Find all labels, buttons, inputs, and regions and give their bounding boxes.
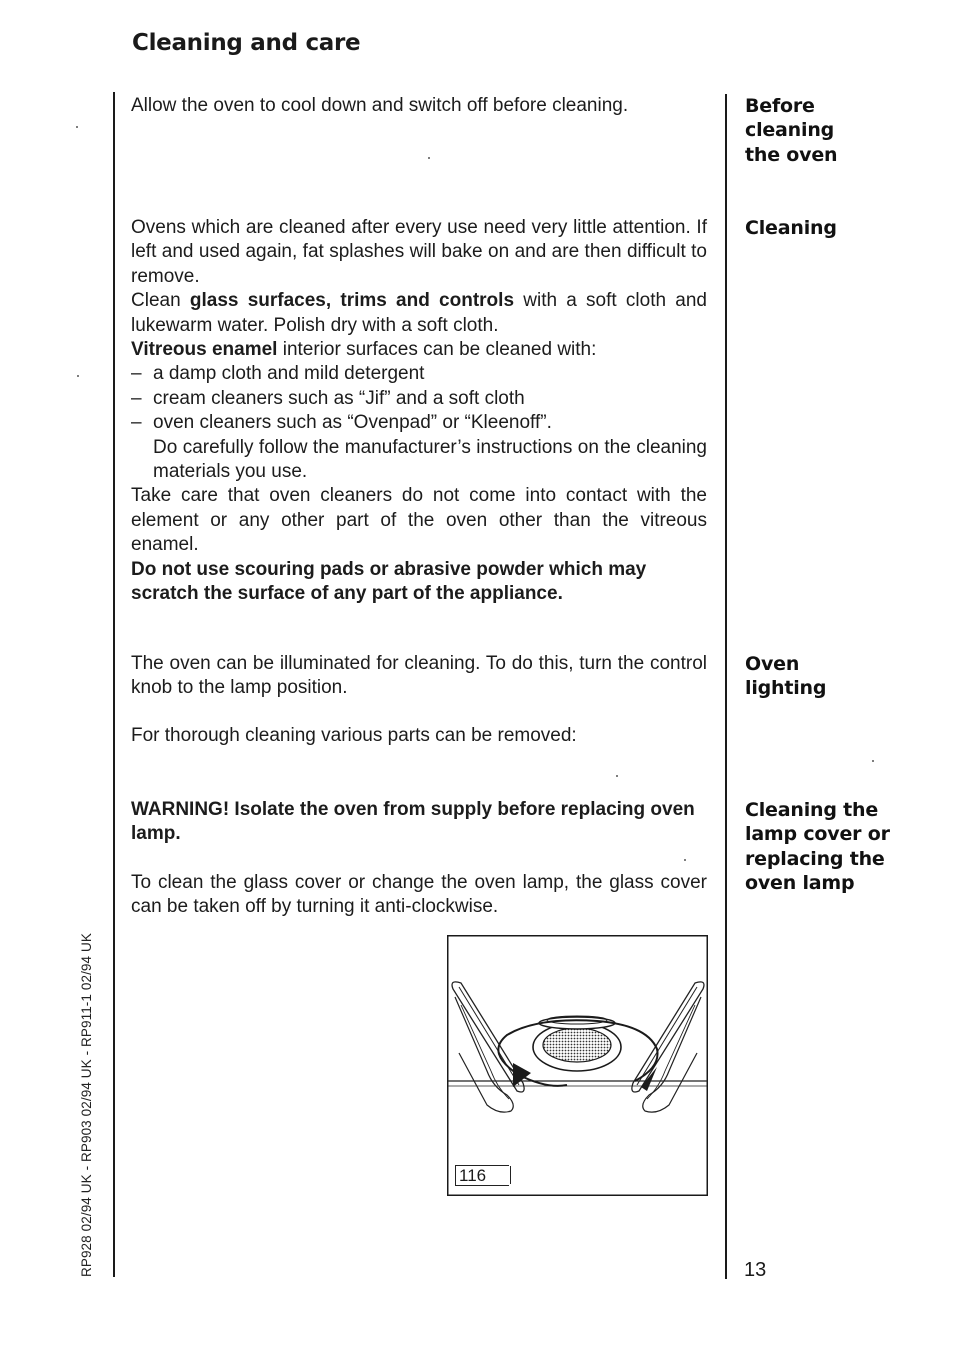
print-speck [684,859,686,861]
cleaning-paragraph-2: Clean glass surfaces, trims and controls with a soft cloth and lukewarm water. Polish dry with a soft cloth. [131,290,707,336]
cleaning-paragraph-4: Take care that oven cleaners do not come into contact with the element or any other part of the oven other than the vitreous enamel. [131,485,707,556]
before-cleaning-text: Allow the oven to cool down and switch off before cleaning. [131,95,629,116]
lamp-warning: WARNING! Isolate the oven from supply before replacing oven lamp. [131,799,695,845]
document-code: RP928 02/94 UK - RP903 02/94 UK - RP911-1 02/94 UK [79,933,94,1277]
heading-oven-lighting: Oven lighting [745,653,827,700]
oven-lighting-paragraph-2: For thorough cleaning various parts can be removed: [131,725,577,746]
lamp-warning-block [131,798,707,847]
lamp-cover-text: To clean the glass cover or change the oven lamp, the glass cover can be taken off by turning it anti-clockwise. [131,872,707,918]
list-item: – cream cleaners such as “Jif” and a soft cloth [131,387,525,409]
print-speck [77,375,79,377]
page-number: 13 [744,1259,767,1281]
column-divider-rule [725,94,727,1279]
heading-cleaning: Cleaning [745,217,837,239]
list-item: – oven cleaners such as “Ovenpad” or “Kleenoff”. [131,412,552,434]
print-speck [428,157,430,159]
print-speck [872,760,874,762]
lamp-cover-block [131,871,707,920]
page-title: Cleaning and care [132,30,361,56]
cleaner-list [131,362,707,435]
cleaning-section [131,216,707,607]
oven-lighting-section [131,652,707,701]
print-speck [76,126,78,128]
oven-lighting-paragraph-2-block [131,724,707,748]
lamp-cover-drawing [447,935,708,1196]
heading-before-cleaning: Before cleaning the oven [745,95,838,166]
lamp-cover-illustration [447,935,708,1196]
list-item: – a damp cloth and mild detergent [131,363,425,385]
cleaning-warning: Do not use scouring pads or abrasive powder which may scratch the surface of any part of the appliance. [131,558,647,605]
cleaning-paragraph-3: Vitreous enamel interior surfaces can be cleaned with: [131,339,597,361]
figure-number: 116 [455,1165,509,1186]
list-note: Do carefully follow the manufacturer’s instructions on the cleaning materials you use. [153,436,707,483]
heading-lamp-cover: Cleaning the lamp cover or replacing the oven lamp [745,799,890,895]
cleaning-paragraph-1: Ovens which are cleaned after every use need very little attention. If left and used again, fat splashes will bake on and are then difficult to remove. [131,217,707,287]
print-speck [616,775,618,777]
left-margin-rule [113,92,115,1277]
oven-lighting-paragraph-1: The oven can be illuminated for cleaning. To do this, turn the control knob to the lamp position. [131,653,707,699]
